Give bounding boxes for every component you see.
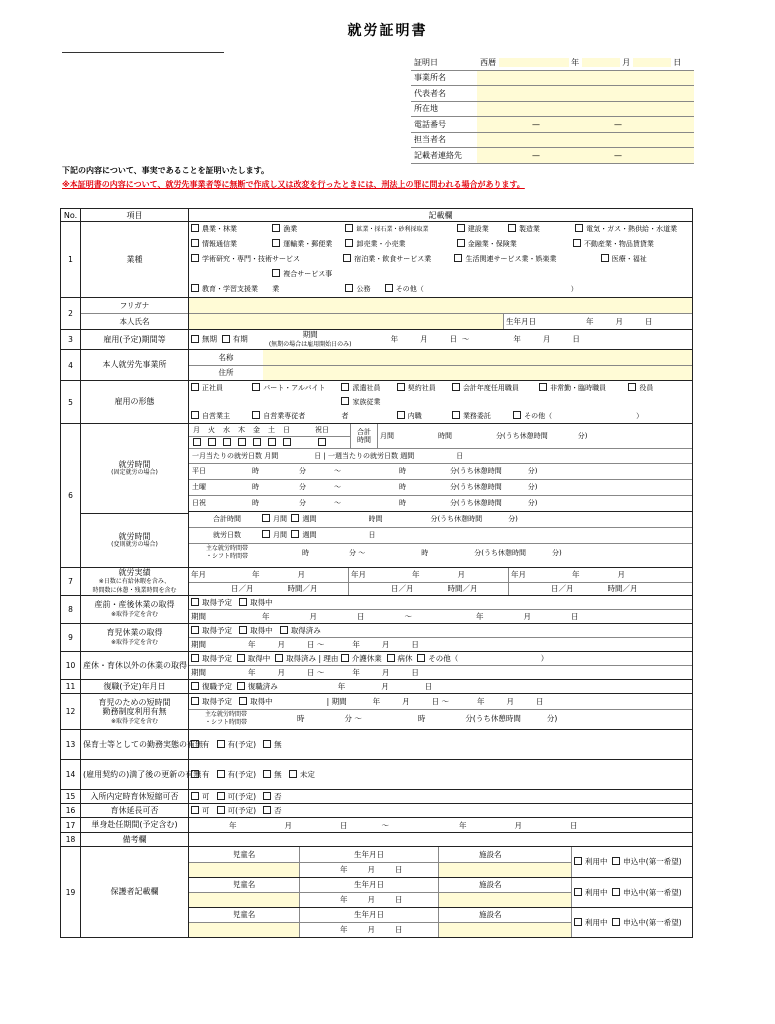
industry-options bbox=[189, 222, 693, 298]
row-label-solo-assignment: 単身赴任期間(予定含む) bbox=[81, 818, 189, 833]
row-label-work-record: 就労実績 bbox=[118, 567, 151, 577]
industry-option[interactable]: 運輸業・郵便業 bbox=[272, 237, 334, 252]
variable-shift-hours[interactable]: 主な就労時間帯 ・シフト時間帯 時 分 ～ 時 分 (うち休憩時間 分) bbox=[205, 545, 562, 560]
main-form-table: No. 項目 記載欄 1 業種 農業・林業 漁業 鉱業・採石業・砂利採取業 建設業 製造業 電気・ガス・熱供給・水道業 情報通信業 運輸業・郵便業 卸売業・小売業 金融業・保険業 不動産業・物品賃貸業 学術研究・専門・技術サービス 宿泊業・飲食サービス業 生活関連サービス業・娯楽業 医療・福祉 教育・学習支援業 複合サービス事業 公務 その他（ ） 2 フリガナ 本人氏名 生年月日 年 月 日 3 雇用(予定)期間等 無期 有期 期間 (無期の場合は雇用開始日のみ) 年 月 日 ～ 年 月 日 4 本人就労先事業所 名称 住所 5 雇用の形態 正社員 パート・アルバイト 派遣社員 契約社員 会計年度任用職員 非常勤・臨時職員 役員 自営業主 自営業専従者 家族従業者 内職 業務委託 その他（ ） 6 就労時間 (固定就労の場合) 就労時間 (変則就労の場合) 月 火 水 木 金 土 日 祝日 合計 時間 月間 時間 分(うち休憩時間 分) 一月当たりの就労日数 月間 日 | 一週当たりの就労日数 週間 日 平日 時 分 ～ 時 分(うち休憩時間 分) 土曜 時 分 ～ 時 分(うち休憩時間 分) 日祝 時 分 ～ 時 分(うち休憩時間 分) 合計時間 月間 週間 時間 分(うち休憩時間 分) 就労日数 月間 週間 日 主な就労時間帯 ・シフト時間帯 時 分 ～ 時 分 (うち休憩時間 分) 7 就労実績 ※日数に有給休暇を含み、 時間数に休憩・残業時間を含む 年月 年 月 年月 年 月 年月 年 月 日／月 時間／月 日／月 時間／月 日／月 時間／月 8 産前・産後休業の取得 ※取得予定を含む 取得予定 取得中 期間 年 月 日 ～ 年 月 日 9 育児休業の取得 ※取得予定を含む 取得予定 取得中 取得済み 期間 年 月 日 ～ 年 月 日 10 産休・育休以外の休業の取得 取得予定 取得中 取得済み | 理由 介護休業 病休 その他（ ） 期間 年 月 日 ～ 年 月 日 11 復職(予定)年月日 復職予定 復職済み 年 月 日 12 育児のための短時間 勤務制度利用有無 ※取得予定を含む 取得予定 取得中 | 期間 年 月 日 ～ 年 月 日 主な就労時間帯 ・シフト時間帯 時 分 ～ 時 分(うち休憩時間 分) 13 保育士等としての勤務実態の有無 有 有(予定) 無 14 (雇用契約の)満了後の更新の有無 有 有(予定) 無 未定 15 入所内定時育休短縮可否 可 可(予定) 否 16 育休延長可否 可 可(予定) 否 17 単身赴任期間(予定含む) 年 月 日 ～ 年 月 日 18 備考欄 19 保護者記載欄 児童名 生年月日 施設名 利用中 申込中(第一希望) 年 月 日 児童名 生年月日 施設名 利用中 申込中(第一希望) 年 月 日 児童名 生年月日 施設名 利用中 申込中(第一希望) 年 月 日 bbox=[60, 208, 693, 938]
workplace-address-label: 住所 bbox=[218, 368, 234, 378]
employment-type-option[interactable]: 家族従業者 bbox=[341, 398, 381, 420]
row-label-workplace: 本人就労先事業所 bbox=[81, 350, 189, 381]
industry-option-other[interactable]: その他（ ） bbox=[385, 282, 578, 297]
facility-label: 施設名 bbox=[439, 907, 572, 922]
industry-option[interactable]: 複合サービス事業 bbox=[272, 270, 333, 293]
row-no: 6 bbox=[61, 424, 81, 568]
row-no: 5 bbox=[61, 381, 81, 424]
office-name-label: 事業所名 bbox=[411, 70, 477, 86]
row-no: 9 bbox=[61, 624, 81, 652]
employment-type-option-other[interactable]: その他（ ） bbox=[513, 409, 643, 423]
usage-status[interactable]: 利用中 申込中(第一希望) bbox=[572, 877, 693, 907]
issue-date-label: 証明日 bbox=[411, 55, 477, 70]
declaration-text: 下記の内容について、事実であることを証明いたします。 bbox=[62, 166, 270, 175]
row-no: 7 bbox=[61, 568, 81, 596]
holiday-hours[interactable]: 日祝 時 分 ～ 時 分(うち休憩時間 分) bbox=[189, 496, 692, 512]
day-label: 日 bbox=[673, 57, 682, 67]
day-checkbox[interactable] bbox=[249, 436, 264, 448]
child-dob-label: 生年月日 bbox=[300, 877, 439, 892]
row-label-leave-shortening: 入所内定時育休短縮可否 bbox=[81, 790, 189, 804]
contact-person-label: 担当者名 bbox=[411, 132, 477, 148]
facility-label: 施設名 bbox=[439, 847, 572, 862]
row-label-contract-renewal: (雇用契約の)満了後の更新の有無 bbox=[81, 760, 189, 790]
contact-person-field[interactable] bbox=[477, 132, 694, 148]
row-label-maternity-leave: 産前・産後休業の取得 bbox=[94, 600, 175, 609]
childcare-period[interactable]: 期間 年 月 日 ～ 年 月 日 bbox=[191, 639, 419, 649]
row-label-nursery-staff: 保育士等としての勤務実態の有無 bbox=[81, 730, 189, 760]
representative-label: 代表者名 bbox=[411, 86, 477, 102]
employment-type-option[interactable]: 正社員 bbox=[191, 381, 241, 395]
workplace-name-field[interactable] bbox=[263, 350, 692, 365]
recipient-line[interactable] bbox=[62, 52, 224, 53]
furigana-label: フリガナ bbox=[81, 298, 188, 313]
industry-option[interactable]: 建設業 bbox=[457, 222, 497, 237]
child-name-field[interactable] bbox=[189, 892, 300, 907]
solo-assignment-period[interactable]: 年 月 日 ～ 年 月 日 bbox=[189, 818, 693, 833]
remarks-field[interactable] bbox=[189, 833, 693, 847]
writer-contact-field[interactable]: — — bbox=[477, 148, 694, 164]
day-checkbox[interactable] bbox=[279, 436, 294, 448]
employment-type-option[interactable]: 役員 bbox=[628, 381, 653, 395]
employment-type-option[interactable]: 派遣社員 bbox=[341, 381, 385, 395]
row-no: 10 bbox=[61, 652, 81, 680]
usage-status[interactable]: 利用中 申込中(第一希望) bbox=[572, 847, 693, 877]
record-month-3[interactable]: 年月 年 月 bbox=[509, 568, 693, 582]
row-no: 14 bbox=[61, 760, 81, 790]
record-totals-3[interactable]: 日／月 時間／月 bbox=[551, 584, 638, 594]
industry-option[interactable]: 学術研究・専門・技術サービス bbox=[191, 252, 332, 267]
row-no: 3 bbox=[61, 330, 81, 350]
day-checkbox[interactable] bbox=[189, 436, 204, 448]
employment-type-option[interactable]: 自営業専従者 bbox=[252, 409, 330, 423]
guardian-section bbox=[189, 847, 693, 938]
variable-work-days[interactable]: 就労日数 月間 週間 日 bbox=[189, 528, 692, 544]
address-label: 所在地 bbox=[411, 101, 477, 117]
facility-field[interactable] bbox=[439, 892, 572, 907]
maternity-status[interactable]: 取得予定 取得中 bbox=[189, 596, 692, 609]
dob-field[interactable]: 生年月日 年 月 日 bbox=[506, 316, 653, 326]
row-no: 4 bbox=[61, 350, 81, 381]
nursery-staff-options[interactable]: 有 有(予定) 無 bbox=[189, 730, 693, 760]
facility-field[interactable] bbox=[439, 922, 572, 937]
employment-type-option[interactable]: 内職 bbox=[397, 409, 441, 423]
employment-type-option[interactable]: 契約社員 bbox=[397, 381, 441, 395]
issue-date-field[interactable] bbox=[477, 55, 694, 70]
issuer-block bbox=[411, 55, 694, 164]
industry-option[interactable]: 医療・福祉 bbox=[601, 252, 647, 267]
industry-option[interactable]: 金融業・保険業 bbox=[457, 237, 562, 252]
child-dob-label: 生年月日 bbox=[300, 847, 439, 862]
industry-option[interactable]: 公務 bbox=[345, 282, 373, 297]
employment-type-option[interactable]: 業務委託 bbox=[452, 409, 502, 423]
industry-option[interactable]: 電気・ガス・熱供給・水道業 bbox=[575, 222, 677, 237]
industry-option[interactable]: 卸売業・小売業 bbox=[345, 237, 445, 252]
industry-option[interactable]: 農業・林業 bbox=[191, 222, 261, 237]
row-label-employment-type: 雇用の形態 bbox=[81, 381, 189, 424]
fixed-hours-sublabel: (固定就労の場合) bbox=[111, 468, 158, 476]
days-per-month-week[interactable]: 一月当たりの就労日数 月間 日 | 一週当たりの就労日数 週間 日 bbox=[189, 449, 692, 464]
header-entry: 記載欄 bbox=[189, 209, 693, 222]
furigana-field[interactable] bbox=[189, 298, 692, 313]
short-hours-status[interactable]: 取得予定 取得中 | 期間 年 月 日 ～ 年 月 日 bbox=[189, 694, 692, 709]
employment-type-options bbox=[189, 381, 693, 424]
row-label-short-hours: 育児のための短時間 bbox=[98, 697, 171, 707]
workplace-address-field[interactable] bbox=[263, 365, 692, 380]
facility-field[interactable] bbox=[439, 862, 572, 877]
day-checkbox[interactable] bbox=[234, 436, 249, 448]
saturday-hours[interactable]: 土曜 時 分 ～ 時 分(うち休憩時間 分) bbox=[189, 480, 692, 496]
office-name-field[interactable] bbox=[477, 70, 694, 86]
phone-label: 電話番号 bbox=[411, 117, 477, 133]
row-no: 17 bbox=[61, 818, 81, 833]
row-label-leave-extension: 育休延長可否 bbox=[81, 804, 189, 818]
child-dob-field[interactable]: 年 月 日 bbox=[300, 892, 439, 907]
usage-status[interactable]: 利用中 申込中(第一希望) bbox=[572, 907, 693, 937]
industry-option[interactable]: 漁業 bbox=[272, 222, 334, 237]
variable-total-time[interactable]: 合計時間 月間 週間 時間 分(うち休憩時間 分) bbox=[189, 512, 692, 528]
employment-type-option[interactable]: 会計年度任用職員 bbox=[452, 381, 528, 395]
day-checkbox[interactable] bbox=[264, 436, 279, 448]
workplace-name-label: 名称 bbox=[189, 350, 263, 365]
row-label-employment-period: 雇用(予定)期間等 bbox=[81, 330, 189, 350]
row-no: 2 bbox=[61, 298, 81, 330]
industry-option[interactable]: 教育・学習支援業 bbox=[191, 282, 261, 297]
industry-option[interactable]: 鉱業・採石業・砂利採取業 bbox=[345, 222, 445, 237]
row-label-remarks: 備考欄 bbox=[81, 833, 189, 847]
representative-field[interactable] bbox=[477, 86, 694, 102]
phone-field[interactable]: — — bbox=[477, 117, 694, 133]
person-name-label: 本人氏名 bbox=[119, 316, 150, 326]
variable-hours-label: 就労時間 bbox=[118, 532, 151, 542]
record-month-1[interactable]: 年月 年 月 bbox=[189, 568, 349, 582]
record-month-2[interactable]: 年月 年 月 bbox=[349, 568, 509, 582]
month-label: 月 bbox=[622, 57, 631, 67]
row-no: 18 bbox=[61, 833, 81, 847]
industry-option[interactable]: 情報通信業 bbox=[191, 237, 261, 252]
weekday-hours[interactable]: 平日 時 分 ～ 時 分(うち休憩時間 分) bbox=[189, 464, 692, 480]
row-no: 16 bbox=[61, 804, 81, 818]
record-totals-2[interactable]: 日／月 時間／月 bbox=[349, 582, 509, 595]
header-item: 項目 bbox=[81, 209, 189, 222]
row-label-industry: 業種 bbox=[81, 222, 189, 298]
row-no: 19 bbox=[61, 847, 81, 938]
employment-type-option[interactable]: 非常勤・臨時職員 bbox=[539, 381, 617, 395]
child-name-label: 児童名 bbox=[189, 847, 300, 862]
row-no: 1 bbox=[61, 222, 81, 298]
total-hours-field[interactable]: 月間 時間 分(うち休憩時間 分) bbox=[378, 424, 693, 448]
page-title: 就労証明書 bbox=[347, 23, 428, 39]
other-leave-status[interactable]: 取得予定 取得中 取得済み | 理由 介護休業 病休 その他（ ） bbox=[189, 652, 692, 665]
contract-renewal-options[interactable]: 有 有(予定) 無 未定 bbox=[189, 760, 693, 790]
person-name-field[interactable] bbox=[189, 313, 504, 329]
row-no: 13 bbox=[61, 730, 81, 760]
child-dob-field[interactable]: 年 月 日 bbox=[300, 922, 439, 937]
child-dob-label: 生年月日 bbox=[300, 907, 439, 922]
industry-option[interactable]: 生活関連サービス業・娯楽業 bbox=[454, 252, 589, 267]
dob-label: 生年月日 bbox=[506, 316, 536, 326]
row-label-return-date: 復職(予定)年月日 bbox=[81, 680, 189, 694]
facility-label: 施設名 bbox=[439, 877, 572, 892]
return-date-field[interactable]: 復職予定 復職済み 年 月 日 bbox=[189, 680, 693, 694]
short-hours-shift[interactable]: 主な就労時間帯 ・シフト時間帯 時 分 ～ 時 分(うち休憩時間 分) bbox=[204, 711, 558, 727]
row-label-childcare-leave: 育児休業の取得 bbox=[106, 628, 163, 637]
child-dob-field[interactable]: 年 月 日 bbox=[300, 862, 439, 877]
row-label-other-leave: 産休・育休以外の休業の取得 bbox=[81, 652, 189, 680]
employment-type-option[interactable]: 自営業主 bbox=[191, 409, 241, 423]
row-no: 15 bbox=[61, 790, 81, 804]
child-name-label: 児童名 bbox=[189, 877, 300, 892]
row-label-guardian: 保護者記載欄 bbox=[81, 847, 189, 938]
row-no: 12 bbox=[61, 694, 81, 730]
header-no: No. bbox=[61, 209, 81, 222]
holiday-checkbox[interactable] bbox=[294, 436, 351, 448]
writer-contact-label: 記載者連絡先 bbox=[411, 148, 477, 164]
industry-option[interactable]: 宿泊業・飲食サービス業 bbox=[343, 252, 443, 267]
address-field[interactable] bbox=[477, 101, 694, 117]
fixed-hours-label: 就労時間 bbox=[118, 460, 151, 470]
era-label: 西暦 bbox=[480, 57, 496, 67]
year-label: 年 bbox=[571, 57, 580, 67]
day-checkbox[interactable] bbox=[219, 436, 234, 448]
child-name-field[interactable] bbox=[189, 922, 300, 937]
industry-option[interactable]: 不動産業・物品賃貸業 bbox=[573, 237, 654, 252]
child-name-label: 児童名 bbox=[189, 907, 300, 922]
record-totals-1[interactable]: 日／月 時間／月 bbox=[189, 582, 349, 595]
industry-option[interactable]: 製造業 bbox=[508, 222, 564, 237]
day-checkbox[interactable] bbox=[204, 436, 219, 448]
other-leave-period[interactable]: 期間 年 月 日 ～ 年 月 日 bbox=[191, 667, 419, 677]
row-no: 11 bbox=[61, 680, 81, 694]
childcare-status[interactable]: 取得予定 取得中 取得済み bbox=[189, 624, 692, 637]
row-no: 8 bbox=[61, 596, 81, 624]
variable-hours-sublabel: (変則就労の場合) bbox=[111, 540, 158, 548]
child-name-field[interactable] bbox=[189, 862, 300, 877]
employment-period-field[interactable]: 無期 有期 期間 (無期の場合は雇用開始日のみ) 年 月 日 ～ 年 月 日 bbox=[189, 330, 693, 350]
warning-text: ※本証明書の内容について、就労先事業者等に無断で作成し又は改変を行ったときには、刑法上の罪に問われる場合があります。 bbox=[62, 180, 525, 189]
maternity-period[interactable]: 期間 年 月 日 ～ 年 月 日 bbox=[191, 611, 579, 621]
leave-shortening-options[interactable]: 可 可(予定) 否 bbox=[189, 790, 693, 804]
employment-type-option[interactable]: パート・アルバイト bbox=[252, 381, 330, 395]
leave-extension-options[interactable]: 可 可(予定) 否 bbox=[189, 804, 693, 818]
